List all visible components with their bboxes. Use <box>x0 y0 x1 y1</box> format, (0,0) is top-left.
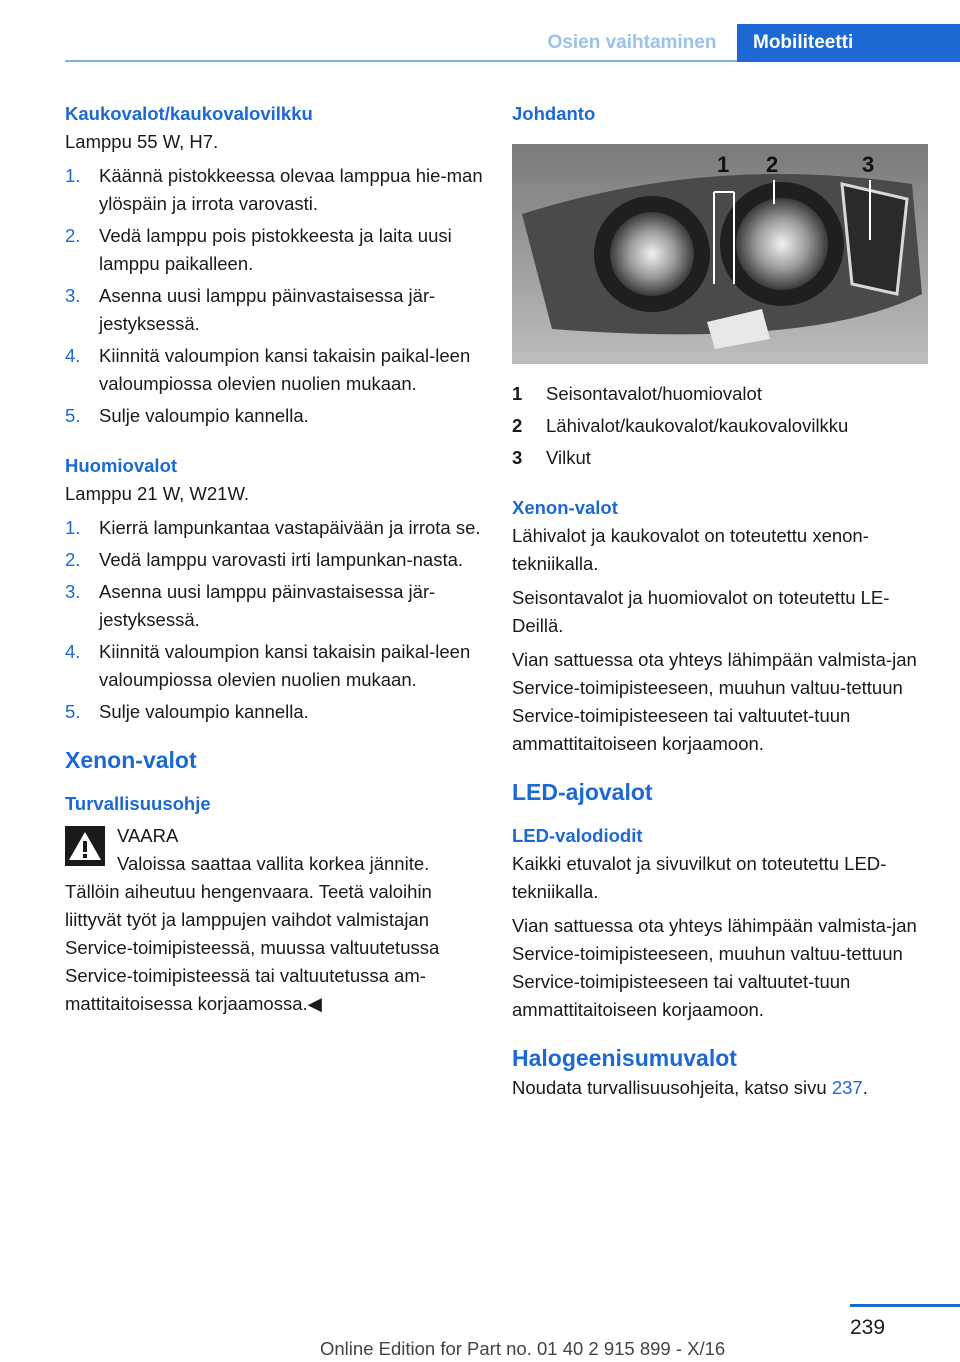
legend-item: 1 Seisontavalot/huomiovalot <box>512 383 762 404</box>
section-title-johdanto: Johdanto <box>512 103 596 124</box>
headlight-figure <box>512 144 928 364</box>
page-reference-link[interactable]: 237 <box>831 1077 863 1098</box>
callout-label-3: 3 <box>862 152 875 177</box>
step-item: 2. Vedä lamppu varovasti irti lampunkan‐nasta. <box>65 549 464 570</box>
step-item: 1. Käännä pistokkeessa olevaa lamppua hie‐man ylöspäin ja irrota varovasti. <box>65 165 483 214</box>
step-list-1 <box>65 162 485 430</box>
warning-text: Valoissa saattaa vallita korkea jännite. Tällöin aiheutuu hengenvaara. Teetä valoihin liittyvät työt ja lamppujen vaihdot valmistajan Service-toimipisteessä, muussa valtuutetussa Service-toimipisteessä tai valtuutetussa am‐mattitaitoisessa korjaamossa.◀ <box>65 853 440 1014</box>
step-item: 4. Kiinnitä valoumpion kansi takaisin paikal‐leen valoumpiossa olevien nuolien mukaan. <box>65 345 471 394</box>
edition-footer: Online Edition for Part no. 01 40 2 915 899 - X/16 <box>320 1338 726 1359</box>
step-item: 4. Kiinnitä valoumpion kansi takaisin paikal‐leen valoumpiossa olevien nuolien mukaan. <box>65 641 471 690</box>
paragraph: Vian sattuessa ota yhteys lähimpään valmista‐jan Service-toimipisteeseen, muuhun valtuu‐tettuun Service-toimipisteeseen tai valtuutet‐tuun ammattitaitoiseen korjaamoon. <box>512 649 917 754</box>
step-list-2 <box>65 514 485 726</box>
section-title-xenon-right: Xenon-valot <box>512 497 618 518</box>
page-number: 239 <box>850 1316 886 1339</box>
paragraph: Vian sattuessa ota yhteys lähimpään valmista‐jan Service-toimipisteeseen, muuhun valtuu‐tettuun Service-toimipisteeseen tai valtuutet‐tuun ammattitaitoiseen korjaamoon. <box>512 915 917 1020</box>
step-item: 3. Asenna uusi lamppu päinvastaisessa jär‐jestyksessä. <box>65 285 436 334</box>
left-column <box>65 100 485 1018</box>
lens-right <box>736 198 828 290</box>
callout-label-2: 2 <box>766 152 779 177</box>
warning-label: VAARA <box>117 825 179 846</box>
step-item: 2. Vedä lamppu pois pistokkeesta ja laita uusi lamppu paikalleen. <box>65 225 452 274</box>
legend-item: 2 Lähivalot/kaukovalot/kaukovalovilkku <box>512 415 849 436</box>
indicator-unit <box>842 184 907 294</box>
section-title-kaukovalot: Kaukovalot/kaukovalovilkku <box>65 103 313 124</box>
paragraph: Kaikki etuvalot ja sivuvilkut on toteutettu LED-tekniikalla. <box>512 853 887 902</box>
paragraph: Noudata turvallisuusohjeita, katso sivu 237. <box>512 1077 868 1098</box>
step-item: 5. Sulje valoumpio kannella. <box>65 405 309 426</box>
warning-triangle-icon <box>65 826 105 866</box>
lens-left <box>610 212 694 296</box>
lamp-spec: Lamppu 21 W, W21W. <box>65 483 250 504</box>
section-title-led-ajovalot: LED-ajovalot <box>512 779 653 805</box>
footer-rule <box>850 1304 960 1307</box>
lamp-spec: Lamppu 55 W, H7. <box>65 131 219 152</box>
step-item: 3. Asenna uusi lamppu päinvastaisessa jär‐jestyksessä. <box>65 581 436 630</box>
figure-legend <box>512 378 932 474</box>
subsection-title-turvallisuusohje: Turvallisuusohje <box>65 793 211 814</box>
legend-item: 3 Vilkut <box>512 447 591 468</box>
paragraph: Lähivalot ja kaukovalot on toteutettu xenon-tekniikalla. <box>512 525 869 574</box>
subsection-title-led-valodiodit: LED-valodiodit <box>512 825 643 846</box>
step-item: 5. Sulje valoumpio kannella. <box>65 701 309 722</box>
warning-block <box>65 822 485 1018</box>
section-title-halogeenisumuvalot: Halogeenisumuvalot <box>512 1045 737 1071</box>
section-title-xenon: Xenon-valot <box>65 747 197 773</box>
callout-label-1: 1 <box>717 152 730 177</box>
tab-osien-vaihtaminen[interactable]: Osien vaihtaminen <box>547 32 717 53</box>
section-title-huomiovalot: Huomiovalot <box>65 455 178 476</box>
tab-mobiliteetti[interactable]: Mobiliteetti <box>737 24 960 62</box>
paragraph: Seisontavalot ja huomiovalot on toteutettu LE‐Deillä. <box>512 587 890 636</box>
right-column <box>512 100 932 1102</box>
step-item: 1. Kierrä lampunkantaa vastapäivään ja irrota se. <box>65 517 481 538</box>
